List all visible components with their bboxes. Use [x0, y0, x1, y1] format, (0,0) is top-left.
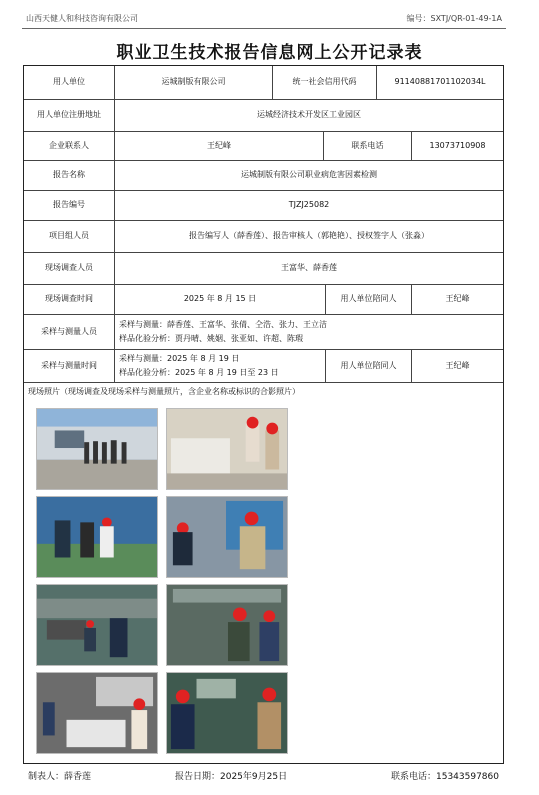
sampling-time-value — [115, 350, 326, 383]
page-footer — [28, 769, 499, 783]
survey-staff-label: 现场调查人员 — [24, 253, 115, 285]
accompany2-value: 王纪峰 — [412, 350, 503, 383]
contact-value: 王纪峰 — [115, 132, 324, 161]
sampling-staff-line2: 样品化验分析：贾丹晴、姚姻、张亚如、许超、陈瑕 — [119, 333, 303, 343]
phone-value: 13073710908 — [412, 132, 503, 161]
document-title: 职业卫生技术报告信息网上公开记录表 — [116, 43, 423, 63]
credit-code-value: 91140881701102034L — [377, 66, 503, 100]
footer-maker: 制表人：薛香莲 — [28, 772, 92, 782]
sampling-time-line1: 采样与测量：2025 年 8 月 19 日 — [119, 354, 240, 364]
address-label: 用人单位注册地址 — [24, 100, 115, 132]
phone-label: 联系电话 — [324, 132, 412, 161]
header-divider — [22, 28, 506, 29]
sampling-time-line2: 样品化验分析：2025 年 8 月 19 日至 23 日 — [119, 367, 279, 377]
site-photo-5 — [36, 584, 158, 666]
site-photo-3 — [36, 496, 158, 578]
team-label: 项目组人员 — [24, 221, 115, 253]
accompany-label: 用人单位陪同人 — [326, 285, 412, 315]
employer-value: 运城制版有限公司 — [115, 66, 273, 100]
accompany2-label: 用人单位陪同人 — [326, 350, 412, 383]
sampling-time-label: 采样与测量时间 — [24, 350, 115, 383]
sampling-staff-label: 采样与测量人员 — [24, 315, 115, 350]
site-photo-8 — [166, 672, 288, 754]
credit-code-label: 统一社会信用代码 — [273, 66, 377, 100]
report-name-label: 报告名称 — [24, 161, 115, 191]
header-company: 山西天健人和科技咨询有限公司 — [26, 14, 138, 23]
employer-label: 用人单位 — [24, 66, 115, 100]
survey-time-value: 2025 年 8 月 15 日 — [115, 285, 326, 315]
contact-label: 企业联系人 — [24, 132, 115, 161]
photos-caption: 现场照片（现场调查及现场采样与测量照片，含企业名称或标识的合影照片） — [28, 387, 300, 396]
header-doc-number: 编号：SXTJ/QR-01-49-1A — [406, 14, 502, 23]
site-photo-1 — [36, 408, 158, 490]
accompany-value: 王纪峰 — [412, 285, 503, 315]
sampling-staff-line1: 采样与测量：薛香莲、王富华、张倩、仝浩、张力、王立洁 — [119, 320, 327, 330]
report-no-value: TJZJ25082 — [115, 191, 503, 221]
footer-phone: 联系电话：15343597860 — [391, 772, 499, 782]
team-value: 报告编写人（薛香莲）、报告审核人（郭艳艳）、授权签字人（张淼） — [115, 221, 503, 253]
page-header — [26, 13, 502, 27]
report-name-value: 运城制版有限公司职业病危害因素检测 — [115, 161, 503, 191]
footer-date: 报告日期：2025年9月25日 — [175, 772, 288, 782]
site-photo-7 — [36, 672, 158, 754]
site-photo-2 — [166, 408, 288, 490]
site-photo-6 — [166, 584, 288, 666]
site-photo-4 — [166, 496, 288, 578]
survey-staff-value: 王富华、薛香莲 — [115, 253, 503, 285]
address-value: 运城经济技术开发区工业园区 — [115, 100, 503, 132]
survey-time-label: 现场调查时间 — [24, 285, 115, 315]
sampling-staff-value — [115, 315, 503, 350]
report-no-label: 报告编号 — [24, 191, 115, 221]
record-table — [23, 65, 504, 764]
